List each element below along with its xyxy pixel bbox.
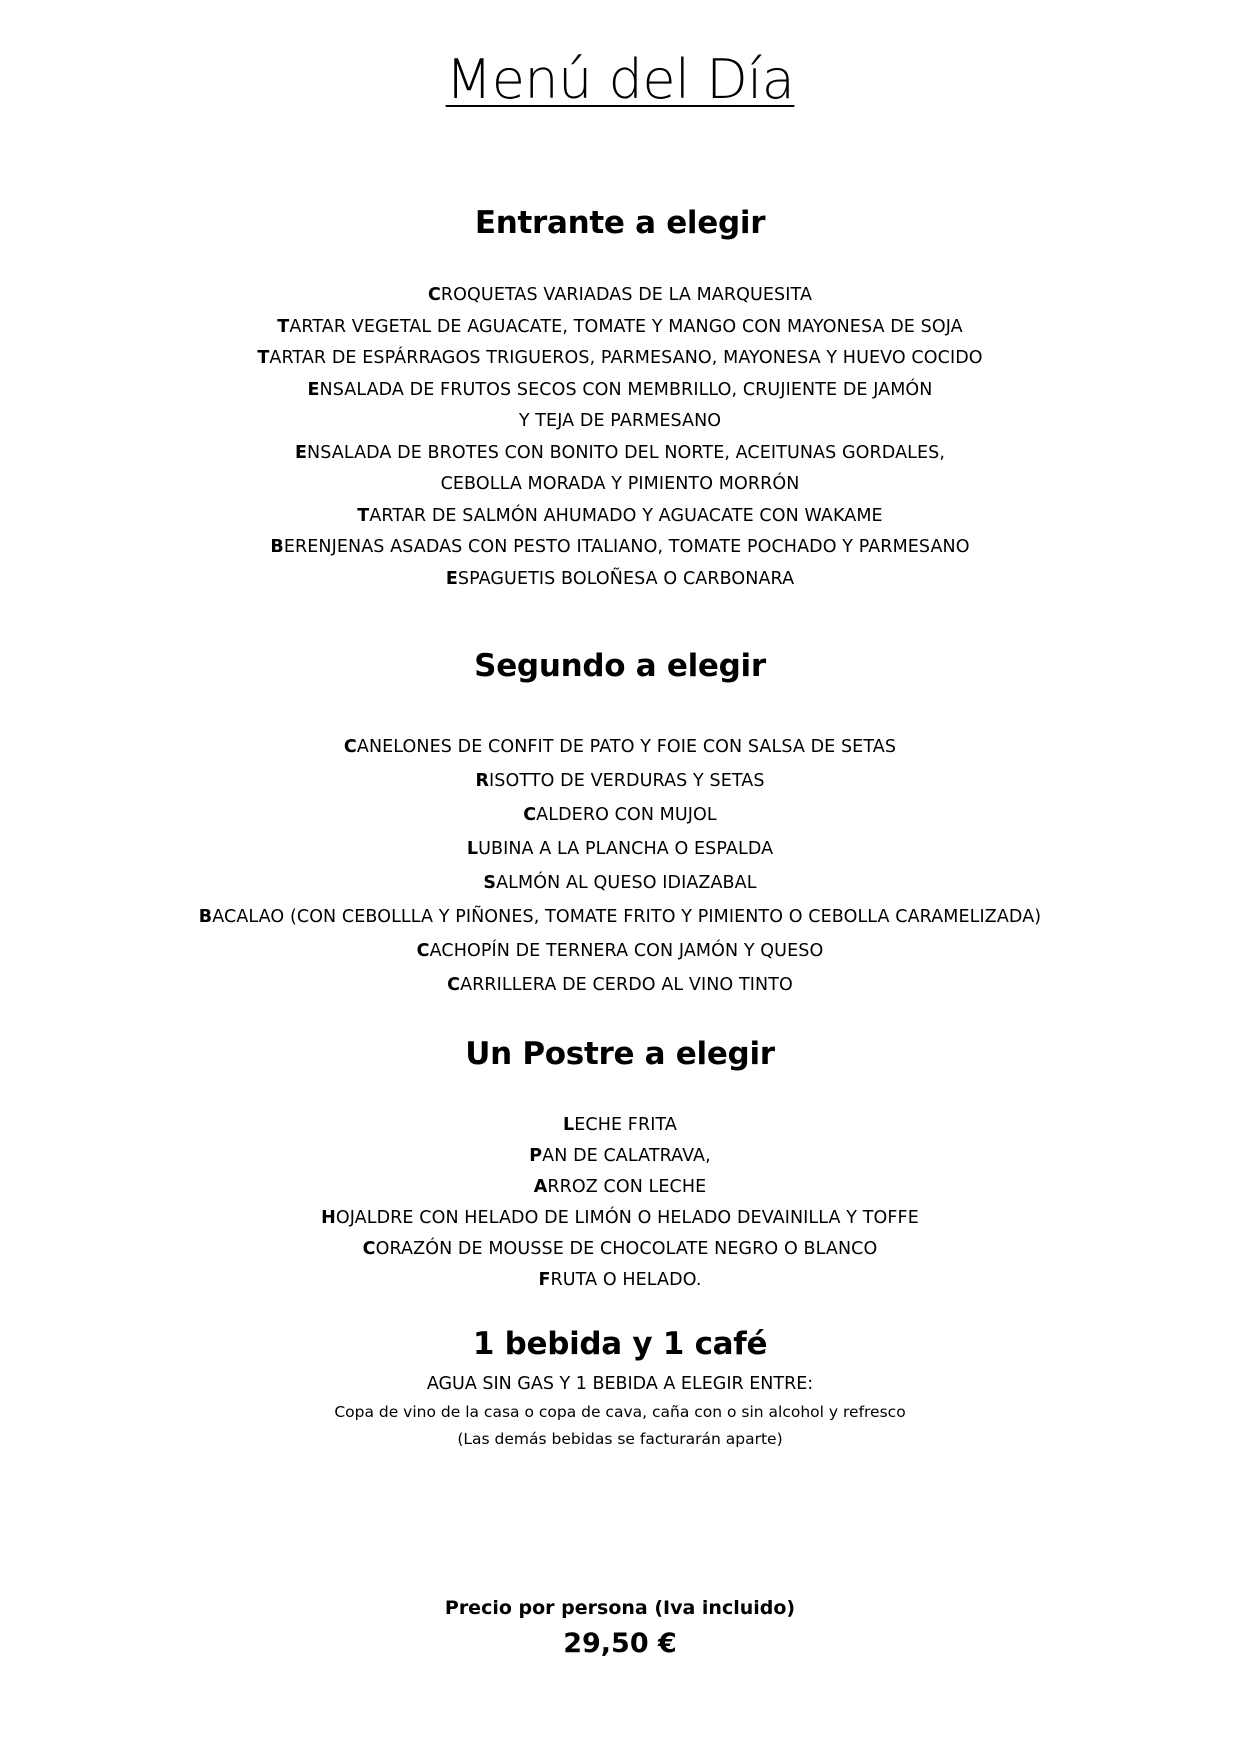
menu-item-initial: E [445, 568, 458, 589]
menu-item-initial: F [538, 1270, 551, 1290]
menu-item [0, 312, 1240, 344]
menu-item [0, 1141, 1240, 1172]
menu-item-initial: S [483, 873, 497, 893]
menu-item-text: ARRILLERA DE CERDO AL VINO TINTO [460, 975, 793, 995]
price-value: 29,50 € [563, 1628, 677, 1659]
menu-item-text: ORAZÓN DE MOUSSE DE CHOCOLATE NEGRO O BLANCO [375, 1239, 878, 1259]
menu-item [0, 934, 1240, 968]
menu-item [0, 1110, 1240, 1141]
menu-item-text: OJALDRE CON HELADO DE LIMÓN O HELADO DEVAINILLA Y TOFFE [335, 1208, 919, 1228]
menu-item-text: ROQUETAS VARIADAS DE LA MARQUESITA [440, 285, 813, 305]
menu-item-initial: E [294, 442, 308, 463]
drink-line-options: Copa de vino de la casa o copa de cava, caña con o sin alcohol y refresco [334, 1403, 906, 1421]
menu-item [0, 438, 1240, 470]
menu-item [0, 406, 1240, 438]
menu-item-initial: B [198, 907, 213, 927]
menu-item [0, 1203, 1240, 1234]
menu-item [0, 764, 1240, 798]
price-label: Precio por persona (Iva incluido) [444, 1597, 796, 1619]
menu-item-initial: L [562, 1115, 575, 1135]
menu-item-text: ACALAO (CON CEBOLLLA Y PIÑONES, TOMATE FRITO Y PIMIENTO O CEBOLLA CARAMELIZADA) [212, 907, 1042, 927]
menu-item [0, 280, 1240, 312]
menu-item-text: AN DE CALATRAVA, [542, 1146, 711, 1166]
menu-item-initial: P [529, 1146, 543, 1166]
menu-item [0, 1234, 1240, 1265]
menu-item-initial: C [427, 285, 441, 305]
menu-item-initial: T [277, 316, 290, 337]
menu-item-initial: C [362, 1239, 376, 1259]
menu-item-text: Y TEJA DE PARMESANO [518, 411, 722, 431]
menu-item-text: RUTA O HELADO. [550, 1270, 702, 1290]
menu-item-text: ERENJENAS ASADAS CON PESTO ITALIANO, TOMATE POCHADO Y PARMESANO [283, 537, 970, 557]
menu-item-initial: R [475, 771, 490, 791]
menu-item-initial: T [257, 348, 270, 368]
menu-item [0, 375, 1240, 407]
menu-item-text: ALDERO CON MUJOL [536, 805, 717, 825]
menu-item-text: ARTAR DE ESPÁRRAGOS TRIGUEROS, PARMESANO, MAYONESA Y HUEVO COCIDO [269, 348, 983, 368]
menu-item-text: NSALADA DE BROTES CON BONITO DEL NORTE, ACEITUNAS GORDALES, [307, 442, 946, 463]
menu-item-text: ALMÓN AL QUESO IDIAZABAL [496, 873, 757, 893]
menu-item-initial: C [416, 941, 430, 961]
section-heading-postres: Un Postre a elegir [465, 1036, 775, 1072]
menu-item [0, 343, 1240, 375]
menu-item-initial: E [307, 379, 320, 400]
menu-item-text: ANELONES DE CONFIT DE PATO Y FOIE CON SALSA DE SETAS [356, 737, 897, 757]
menu-item-text: UBINA A LA PLANCHA O ESPALDA [478, 839, 774, 859]
list-entrantes [0, 280, 1240, 595]
menu-item-initial: L [466, 839, 479, 859]
menu-item-initial: C [523, 805, 537, 825]
menu-item [0, 1172, 1240, 1203]
section-heading-bebida: 1 bebida y 1 café [472, 1326, 768, 1362]
menu-item-initial: C [447, 975, 461, 995]
section-heading-entrantes: Entrante a elegir [474, 205, 766, 241]
menu-item [0, 532, 1240, 564]
section-heading-segundos: Segundo a elegir [474, 648, 766, 684]
menu-item [0, 832, 1240, 866]
menu-item-initial: H [321, 1208, 336, 1228]
menu-item-text: CEBOLLA MORADA Y PIMIENTO MORRÓN [440, 474, 800, 494]
menu-item-text: ARTAR VEGETAL DE AGUACATE, TOMATE Y MANGO CON MAYONESA DE SOJA [289, 316, 963, 337]
menu-item-initial: C [343, 737, 357, 757]
menu-item [0, 900, 1240, 934]
menu-item-text: ISOTTO DE VERDURAS Y SETAS [489, 771, 765, 791]
menu-item-text: ECHE FRITA [574, 1115, 677, 1135]
menu-item-initial: T [357, 505, 370, 526]
menu-item-initial: A [533, 1177, 548, 1197]
menu-item [0, 968, 1240, 1002]
menu-item-text: ARTAR DE SALMÓN AHUMADO Y AGUACATE CON WAKAME [369, 505, 883, 526]
list-postres [0, 1110, 1240, 1296]
menu-item-text: NSALADA DE FRUTOS SECOS CON MEMBRILLO, CRUJIENTE DE JAMÓN [319, 379, 933, 400]
menu-item [0, 730, 1240, 764]
menu-item [0, 469, 1240, 501]
menu-item [0, 798, 1240, 832]
menu-item-initial: B [270, 537, 284, 557]
menu-item-text: SPAGUETIS BOLOÑESA O CARBONARA [457, 568, 795, 589]
page-title: Menú del Día [445, 48, 795, 111]
menu-item [0, 564, 1240, 596]
menu-item [0, 1265, 1240, 1296]
list-segundos [0, 730, 1240, 1002]
drink-line-main: AGUA SIN GAS Y 1 BEBIDA A ELEGIR ENTRE: [426, 1374, 814, 1394]
menu-item-text: ACHOPÍN DE TERNERA CON JAMÓN Y QUESO [429, 941, 824, 961]
menu-item [0, 501, 1240, 533]
menu-item [0, 866, 1240, 900]
menu-item-text: RROZ CON LECHE [547, 1177, 707, 1197]
drink-line-note: (Las demás bebidas se facturarán aparte) [457, 1430, 783, 1448]
